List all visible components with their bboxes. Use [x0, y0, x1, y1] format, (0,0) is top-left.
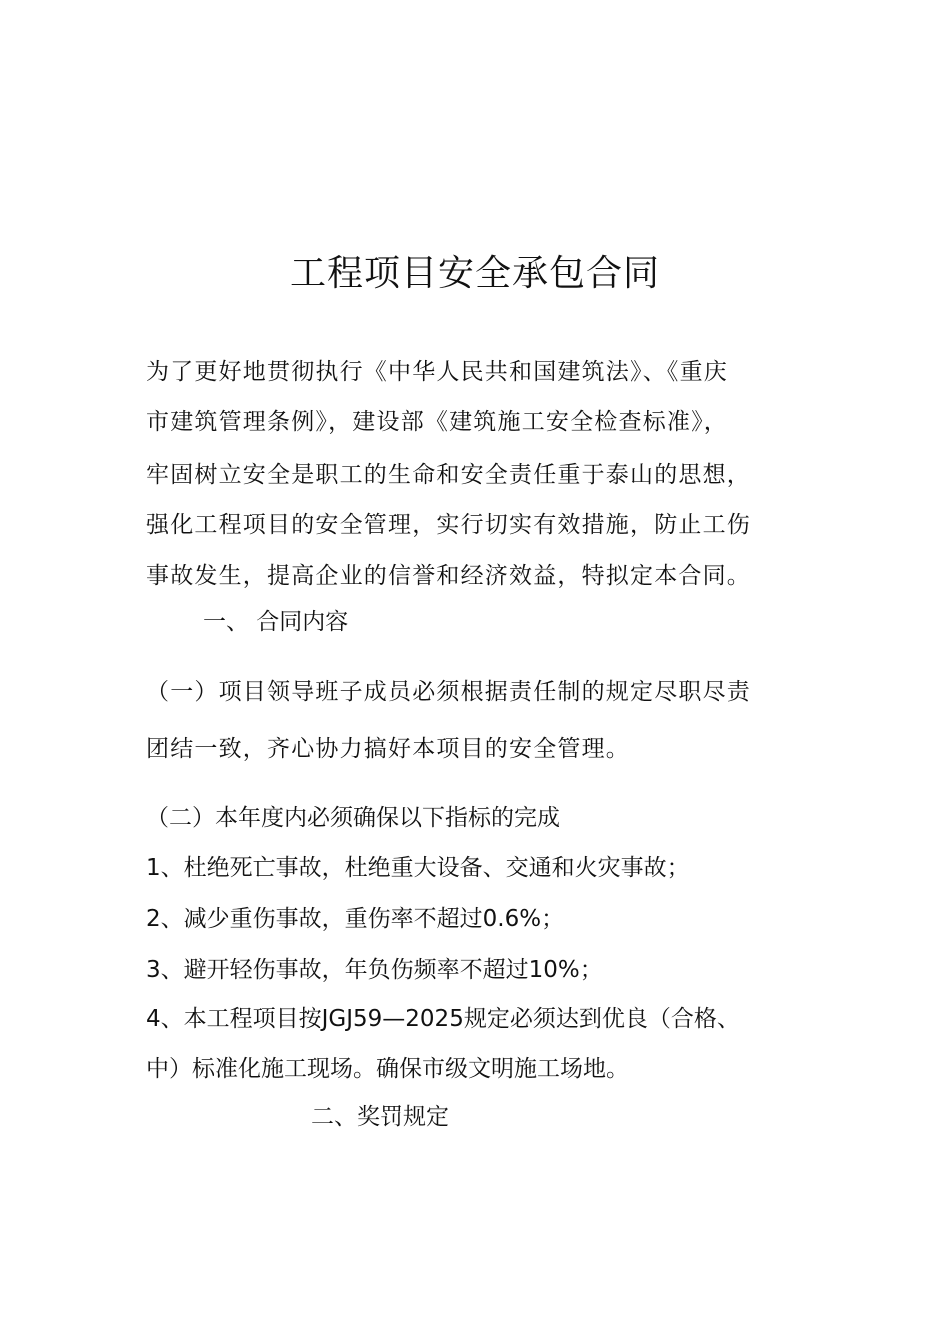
intro-line-1: 为了更好地贯彻执行《中华人民共和国建筑法》、《重庆: [146, 359, 728, 385]
target-item-4-line-2: 中）标准化施工现场。确保市级文明施工场地。: [146, 1056, 629, 1082]
target-item-4-line-1: 4、本工程项目按JGJ59—2025规定必须达到优良（合格、: [146, 1006, 740, 1032]
section-heading-rewards-penalties: 二、奖罚规定: [311, 1104, 449, 1130]
clause-2-heading: （二）本年度内必须确保以下指标的完成: [146, 805, 560, 831]
intro-line-4: 强化工程项目的安全管理，实行切实有效措施，防止工伤: [146, 512, 751, 538]
document-title: 工程项目安全承包合同: [289, 253, 660, 294]
section-heading-contract-content: 一、 合同内容: [203, 609, 349, 635]
intro-line-3: 牢固树立安全是职工的生命和安全责任重于泰山的思想，: [146, 462, 751, 488]
clause-1-line-1: （一）项目领导班子成员必须根据责任制的规定尽职尽责: [146, 679, 751, 705]
clause-1-line-2: 团结一致，齐心协力搞好本项目的安全管理。: [146, 736, 630, 762]
target-item-1: 1、杜绝死亡事故，杜绝重大设备、交通和火灾事故；: [146, 855, 690, 881]
intro-line-2: 市建筑管理条例》，建设部《建筑施工安全检查标准》，: [146, 409, 728, 435]
target-item-3: 3、避开轻伤事故，年负伤频率不超过10%；: [146, 957, 603, 983]
intro-line-5: 事故发生，提高企业的信誉和经济效益，特拟定本合同。: [146, 563, 751, 589]
target-item-2: 2、减少重伤事故，重伤率不超过0.6%；: [146, 906, 565, 932]
